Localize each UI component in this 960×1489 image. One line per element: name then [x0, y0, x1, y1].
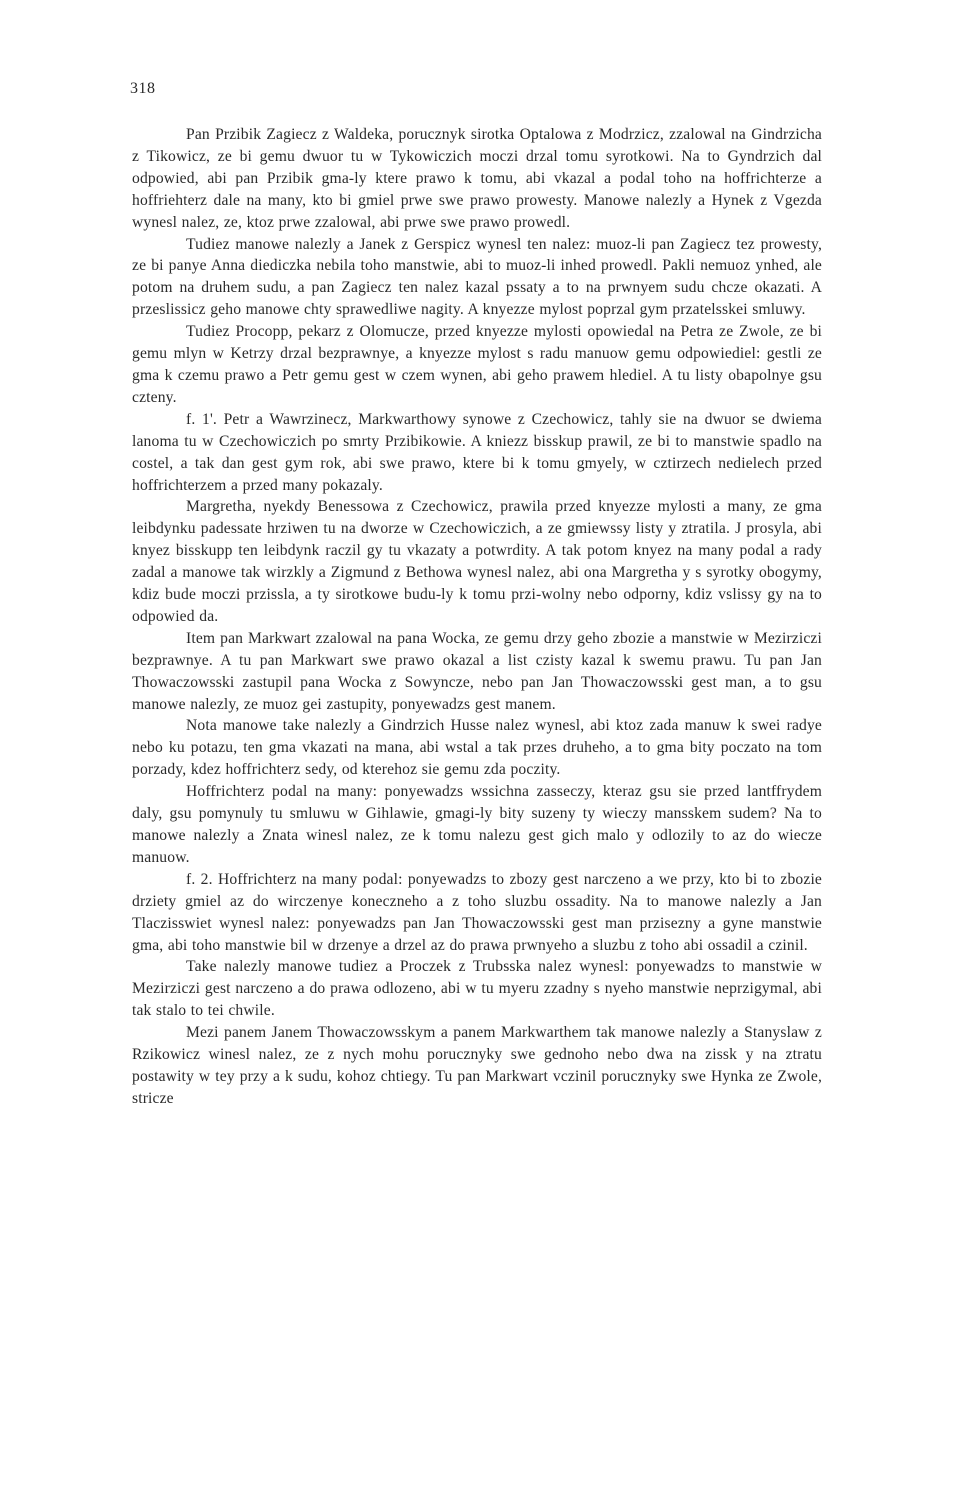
page-number: 318 [130, 80, 156, 97]
paragraph: f. 2. Hoffrichterz na many podal: ponyewadzs to zbozy gest narczeno a we przy, kto bi to zbozie drziety gmiel az do wirczenye koneczneho a z toho sluzbu ossadity. Na to manowe nalezly a Jan Tlaczisswiet wynesl nalez: ponyewadzs pan Jan Thowaczowsski gest man przisezny a gyne manstwie gma, abi toho manstwie bil w drzenye a drzel az do prawa prwnyeho a sluzbu z toho abi ossadil a czinil. [132, 870, 822, 954]
body-text [132, 124, 822, 1110]
paragraph: Margretha, nyekdy Benessowa z Czechowicz, prawila przed knyezze mylosti a many, ze gma leibdynku padessate hrziwen tu na dworze w Czechowiczich, a ze gmiewssy listy y ztratila. J prosyla, abi knyez bisskupp ten leibdynk raczil gy tu vkazaty a potwrdity. A tak potom knyez na many podal a rady zadal a manowe tak wirzkly a Zigmund z Bethowa wynesl nalez, abi ona Margretha y s syrotky obogymy, kdiz bude moczi przissla, a ty sirotkowe budu-ly k tomu przi-wolny nebo odporny, kdiz vslissy gy na to odpowied da. [132, 498, 822, 625]
paragraph: Item pan Markwart zzalowal na pana Wocka, ze gemu drzy geho zbozie a manstwie w Mezirziczi bezprawnye. A tu pan Markwart swe prawo okazal a list czisty kazal k swemu prawu. Tu pan Jan Thowaczowsski zastupil pana Wocka z Sowyncze, nebo pan Jan Thowaczowsski gest man, a to gsu manowe nalezly, ze muoz gei zastupity, ponyewadzs gest manem. [132, 629, 822, 713]
paragraph: Hoffrichterz podal na many: ponyewadzs wssichna zasseczy, kteraz gsu sie przed lantffrydem daly, gsu pomynuly tu smluwu w Gihlawie, gmagi-ly bity suzeny ty wieczy mansskem sudem? Na to manowe nalezly a Znata winesl nalez, ze k tomu nalezu gest gich malo y odlozily to az do wiecze manuow. [132, 783, 822, 866]
paragraph: f. 1'. Petr a Wawrzinecz, Markwarthowy synowe z Czechowicz, tahly sie na dwuor se dwiema lanoma tu w Czechowiczich po smrty Przibikowie. A kniezz bisskup prawil, ze bi to manstwie spadlo na costel, a tak dan gest gym rok, abi swe prawo, ktere bi k tomu gmyely, w cztirzech nedielech przed hoffrichterzem a przed many pokazaly. [132, 410, 822, 494]
paragraph: Pan Przibik Zagiecz z Waldeka, porucznyk sirotka Optalowa z Modrzicz, zzalowal na Gindrzicha z Tikowicz, ze bi gemu dwuor tu w Tykowiczich moczi drzal tomu syrotkowi. Na to Gyndrzich dal odpowied, abi pan Przibik gma-ly ktere prawo k tomu, abi vkazal a podal toho na hoffrichterze a hoffriehterz dale na many, kto bi gmiel prwe swe prawo prowesty. Manowe nalezly a Hynek z Vgezda wynesl nalez, ze, ktoz prwe zzalowal, abi prwe swe prawo prowedl. [132, 126, 822, 231]
paragraph: Nota manowe take nalezly a Gindrzich Husse nalez wynesl, abi ktoz zada manuw k swei radye nebo ku potazu, ten gma vkazati na mana, abi wstal a tak przes druheho, a to gma bity poczato na tom porzady, kdez hoffrichterz sedy, od kterehoz sie gemu zda poczity. [132, 717, 822, 779]
paragraph: Mezi panem Janem Thowaczowsskym a panem Markwarthem tak manowe nalezly a Stanyslaw z Rzikowicz winesl nalez, ze z nych mohu porucznyky swe gednoho nebo dwa na zissk y na ztratu postawity w tey przy a k sudu, kohoz chtiegy. Tu pan Markwart vczinil porucznyky swe Hynka ze Zwole, stricze [132, 1024, 822, 1107]
paragraph: Take nalezly manowe tudiez a Proczek z Trubsska nalez wynesl: ponyewadzs to manstwie w Mezirziczi gest narczeno a do prawa odlozeno, abi w tu myeru zzadny s nyeho manstwie neprzigymal, abi tak stalo to tei chwile. [132, 958, 822, 1020]
paragraph: Tudiez Procopp, pekarz z Olomucze, przed knyezze mylosti opowiedal na Petra ze Zwole, ze bi gemu mlyn w Ketrzy drzal bezprawnye, a knyezze mylost s radu manuow gemu odpowiediel: gestli ze gma k czemu prawo a Petr gemu gest w czem wynen, abi geho prawem hlediel. A tu listy obapolnye gsu czteny. [132, 323, 822, 406]
paragraph: Tudiez manowe nalezly a Janek z Gerspicz wynesl ten nalez: muoz-li pan Zagiecz tez prowesty, ze bi panye Anna diediczka nebila toho manstwie, abi to muoz-li inhed prowedl. Pakli nemuoz ynhed, ale potom na druhem sudu, a pan Zagiecz ten nalez kazal pssaty a to na prwnyem sudu chcze okazati. A przeslissicz geho manowe chty sprawedliwe nagity. A knyezze mylost poprzal gym przatelsskei smluwy. [132, 235, 822, 319]
